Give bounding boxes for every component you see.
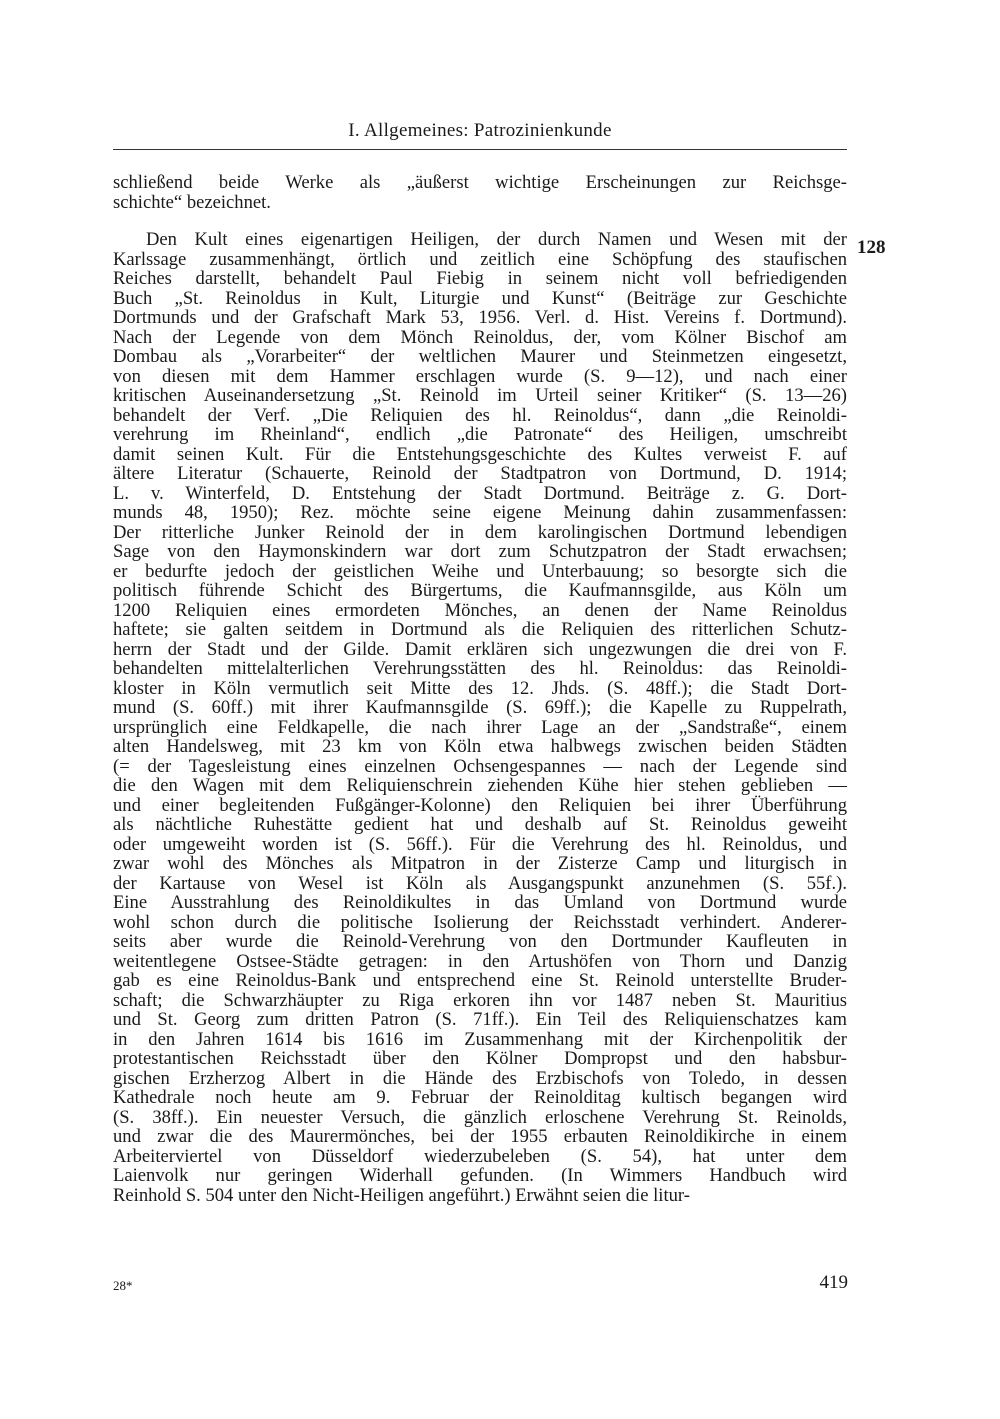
text-line: haftete; sie galten seitdem in Dortmund als die Reliquien des ritterlichen Schutz- [113, 619, 847, 640]
text-line: Dombau als „Vorarbeiter“ der weltlichen Maurer und Steinmetzen eingesetzt, [113, 346, 847, 367]
signature-mark: 28* [113, 1278, 133, 1293]
text-line: und St. Georg zum dritten Patron (S. 71ff.). Ein Teil des Reliquienschatzes kam [113, 1009, 847, 1030]
text-line: Reinhold S. 504 unter den Nicht-Heiligen angeführt.) Erwähnt seien die litur- [113, 1184, 690, 1206]
text-line: weitentlegene Ostsee-Städte getragen: in den Artushöfen von Thorn und Danzig [113, 950, 847, 972]
text-line: ältere Literatur (Schauerte, Reinold der Stadtpatron von Dortmund, D. 1914; [113, 463, 847, 484]
text-line: die den Wagen mit dem Reliquienschrein ziehenden Kühe hier stehen geblieben — [113, 775, 847, 796]
text-line: Laienvolk nur geringen Widerhall gefunden. (In Wimmers Handbuch wird [113, 1165, 847, 1186]
text-line: als nächtliche Ruhestätte gedient hat und deshalb auf St. Reinoldus geweiht [113, 814, 847, 835]
paragraph-2 [113, 230, 847, 1205]
text-line: Arbeiterviertel von Düsseldorf wiederzubeleben (S. 54), hat unter dem [113, 1145, 847, 1167]
text-line: Sage von den Haymonskindern war dort zum Schutzpatron der Stadt erwachsen; [113, 541, 847, 562]
text-line: herrn der Stadt und der Gilde. Damit erklären sich ungezwungen die drei von F. [113, 638, 847, 660]
paragraph-1 [113, 173, 847, 212]
text-line: gischen Erzherzog Albert in die Hände des Erzbischofs von Toledo, in dessen [113, 1067, 847, 1089]
text-line: seits aber wurde die Reinold-Verehrung von den Dortmunder Kaufleuten in [113, 931, 847, 952]
text-line: wohl schon durch die politische Isolierung der Reichsstadt verhindert. Anderer- [113, 911, 847, 933]
text-line: behandelt der Verf. „Die Reliquien des hl. Reinoldus“, dann „die Reinoldi- [113, 404, 847, 426]
text-line: alten Handelsweg, mit 23 km von Köln etwa halbwegs zwischen beiden Städten [113, 736, 847, 757]
text-line: gab es eine Reinoldus-Bank und entsprechend eine St. Reinold unterstellte Bruder- [113, 970, 847, 991]
text-line: Kathedrale noch heute am 9. Februar der Reinolditag kultisch begangen wird [113, 1087, 847, 1108]
running-head: I. Allgemeines: Patrozinienkunde [348, 120, 612, 141]
text-line: L. v. Winterfeld, D. Entstehung der Stadt Dortmund. Beiträge z. G. Dort- [113, 482, 847, 504]
text-line: politisch führende Schicht des Bürgertums, die Kaufmannsgilde, aus Köln um [113, 580, 847, 601]
text-line: mund (S. 60ff.) mit ihrer Kaufmannsgilde (S. 69ff.); die Kapelle zu Ruppelrath, [113, 697, 847, 718]
text-line: Reiches darstellt, behandelt Paul Fiebig in seinem nicht voll befriedigenden [113, 268, 847, 289]
header-rule [113, 149, 847, 150]
text-line: schichte“ bezeichnet. [113, 191, 271, 213]
text-line: behandelten mittelalterlichen Verehrungsstätten des hl. Reinoldus: das Reinoldi- [113, 658, 847, 679]
page-number: 419 [819, 1272, 848, 1293]
text-line: (= der Tagesleistung eines einzelnen Ochsengespannes — nach der Legende sind [113, 755, 847, 777]
margin-number: 128 [857, 237, 886, 258]
text-line: protestantischen Reichsstadt über den Kölner Dompropst und den habsbur- [113, 1048, 847, 1069]
text-line: und zwar die des Maurermönches, bei der 1955 erbauten Reinoldikirche in einem [113, 1126, 847, 1147]
text-line: Dortmunds und der Grafschaft Mark 53, 1956. Verl. d. Hist. Vereins f. Dortmund). [113, 307, 847, 328]
text-line: schließend beide Werke als „äußerst wichtige Erscheinungen zur Reichsge- [113, 172, 847, 193]
text-line: und einer begleitenden Fußgänger-Kolonne) den Reliquien bei ihrer Überführung [113, 794, 847, 816]
text-line: Den Kult eines eigenartigen Heiligen, der durch Namen und Wesen mit der [146, 229, 847, 250]
text-line: Karlssage zusammenhängt, örtlich und zeitlich eine Schöpfung des staufischen [113, 248, 847, 270]
text-line: 1200 Reliquien eines ermordeten Mönches, an denen der Name Reinoldus [113, 599, 847, 621]
text-line: der Kartause von Wesel ist Köln als Ausgangspunkt anzunehmen (S. 55f.). [113, 872, 847, 894]
text-line: schaft; die Schwarzhäupter zu Riga erkoren ihn vor 1487 neben St. Mauritius [113, 989, 847, 1011]
text-line: kritischen Auseinandersetzung „St. Reinold im Urteil seiner Kritiker“ (S. 13—26) [113, 385, 847, 406]
text-line: Nach der Legende von dem Mönch Reinoldus, der, vom Kölner Bischof am [113, 326, 847, 348]
text-line: munds 48, 1950); Rez. möchte seine eigene Meinung dahin zusammenfassen: [113, 502, 847, 523]
text-line: kloster in Köln vermutlich seit Mitte des 12. Jhds. (S. 48ff.); die Stadt Dort- [113, 677, 847, 699]
text-line: verehrung im Rheinland“, endlich „die Patronate“ des Heiligen, umschreibt [113, 424, 847, 445]
text-line: Der ritterliche Junker Reinold der in dem karolingischen Dortmund lebendigen [113, 521, 847, 543]
text-line: er bedurfte jedoch der geistlichen Weihe und Unterbauung; so besorgte sich die [113, 560, 847, 582]
text-line: Buch „St. Reinoldus in Kult, Liturgie und Kunst“ (Beiträge zur Geschichte [113, 287, 847, 309]
text-line: von diesen mit dem Hammer erschlagen wurde (S. 9—12), und nach einer [113, 365, 847, 387]
text-line: (S. 38ff.). Ein neuester Versuch, die gänzlich erloschene Verehrung St. Reinolds, [113, 1106, 847, 1128]
text-line: ursprünglich eine Feldkapelle, die nach ihrer Lage an der „Sandstraße“, einem [113, 716, 847, 738]
text-line: oder umgeweiht worden ist (S. 56ff.). Für die Verehrung des hl. Reinoldus, und [113, 833, 847, 855]
text-line: damit seinen Kult. Für die Entstehungsgeschichte des Kultes verweist F. auf [113, 443, 847, 465]
text-line: Eine Ausstrahlung des Reinoldikultes in das Umland von Dortmund wurde [113, 892, 847, 913]
text-line: zwar wohl des Mönches als Mitpatron in der Zisterze Camp und liturgisch in [113, 853, 847, 874]
text-line: in den Jahren 1614 bis 1616 im Zusammenhang mit der Kirchenpolitik der [113, 1028, 847, 1050]
